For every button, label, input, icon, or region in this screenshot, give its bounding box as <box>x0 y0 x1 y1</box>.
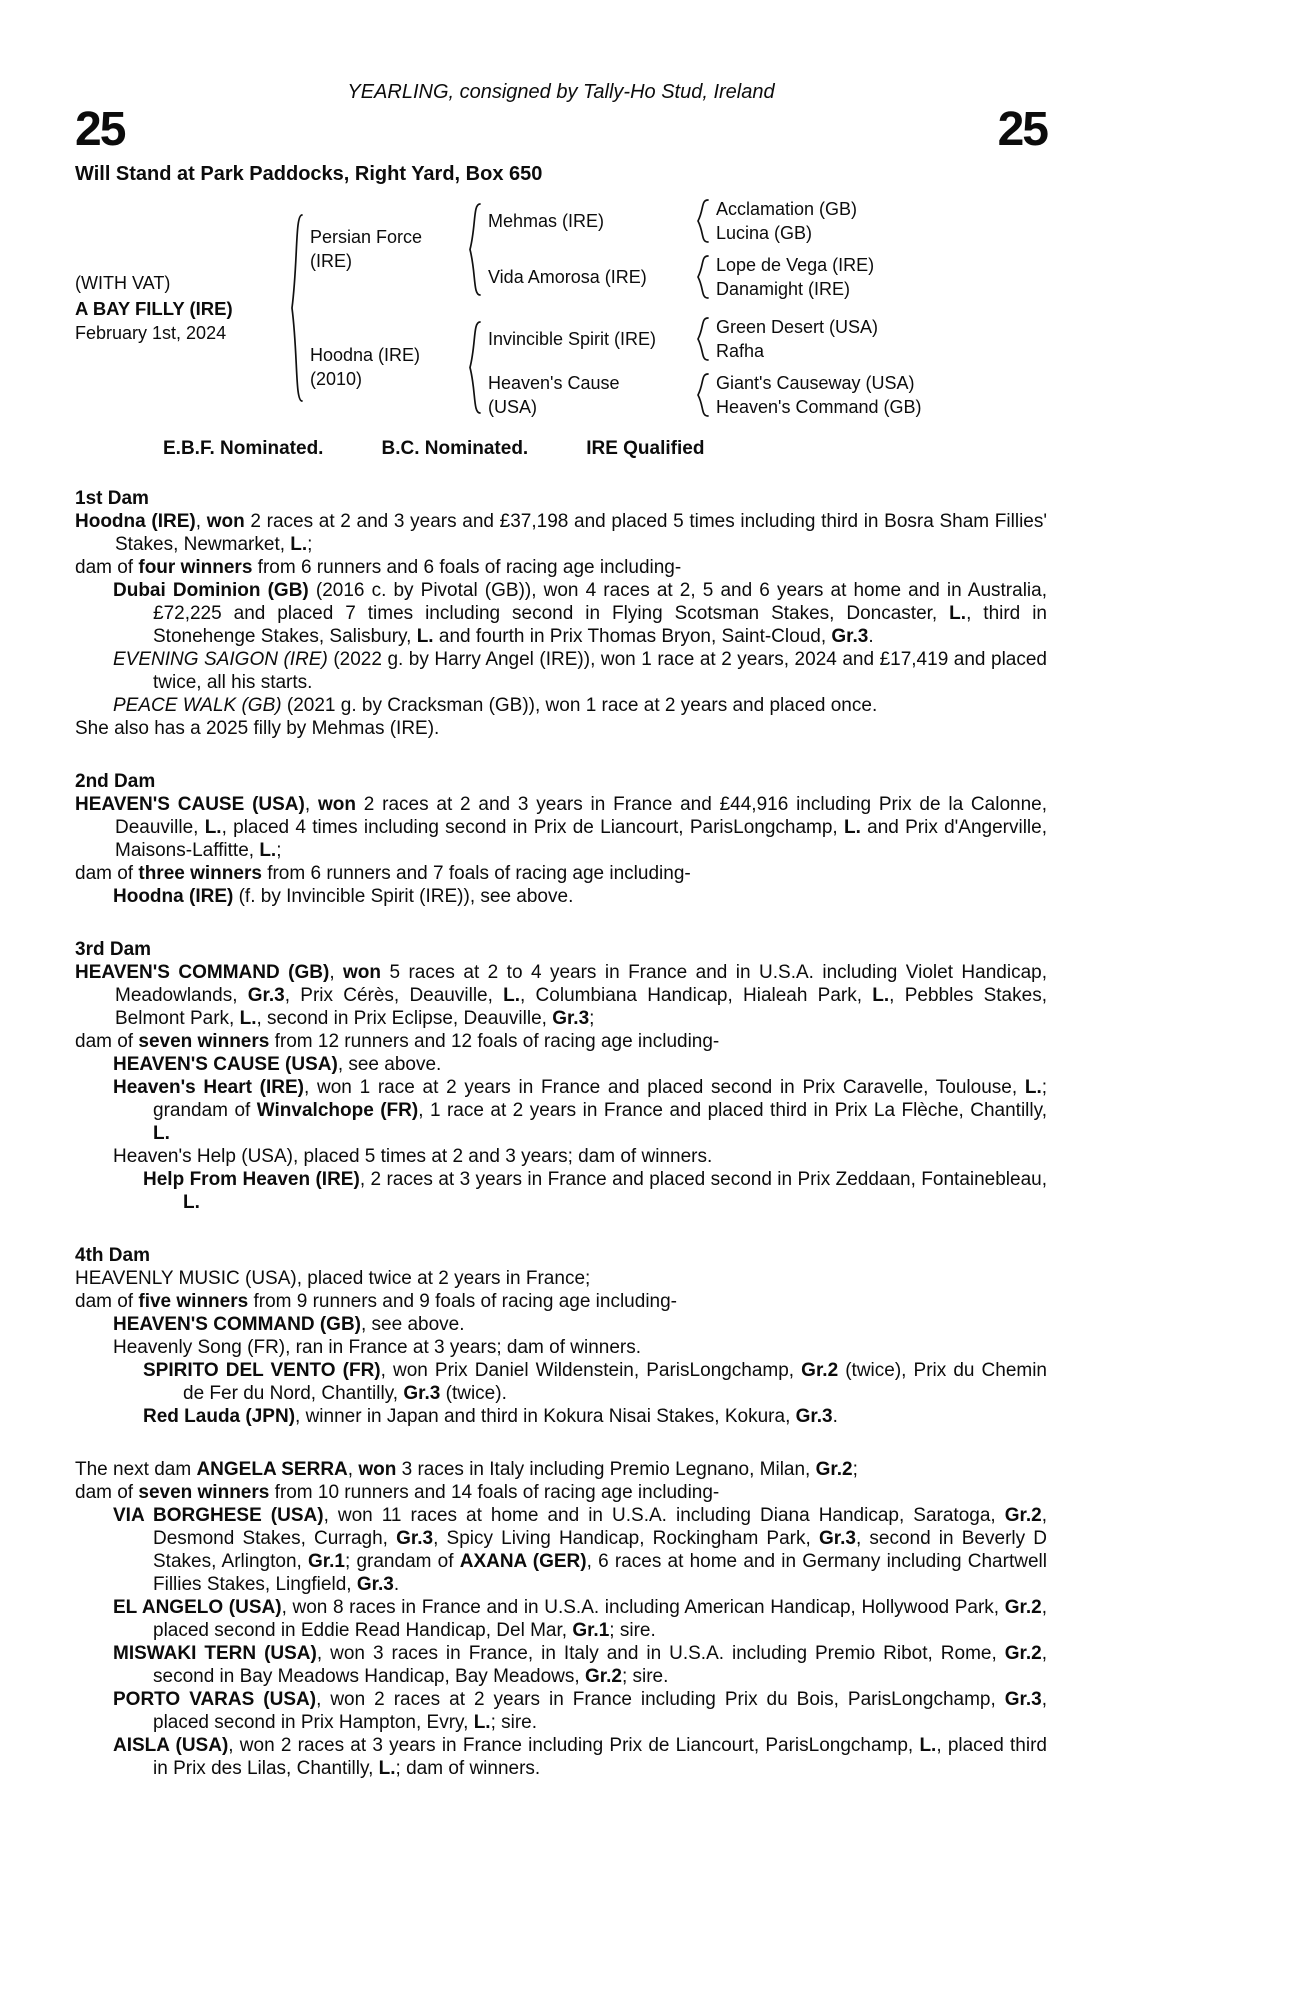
pedigree-paragraph: Help From Heaven (IRE), 2 races at 3 years in France and placed second in Prix Zeddaan, Fontainebleau, L. <box>143 1169 1048 1213</box>
dam-dam-cell: Heaven's Cause (USA) <box>488 373 620 417</box>
pedigree-paragraph: Hoodna (IRE) (f. by Invincible Spirit (IRE)), see above. <box>113 886 574 907</box>
pedigree-paragraph: Heavenly Song (FR), ran in France at 3 years; dam of winners. <box>113 1337 642 1358</box>
sire-dam-cell: Vida Amorosa (IRE) <box>488 267 647 287</box>
dam-group <box>310 315 966 419</box>
sire-cell: Persian Force (IRE) <box>310 227 423 271</box>
pedigree-paragraph: AISLA (USA), won 2 races at 3 years in France including Prix de Liancourt, ParisLongchamp, L., placed third in Prix des Lilas, Chantilly, L.; dam of winners. <box>113 1735 1047 1779</box>
pedigree-paragraph: HEAVEN'S CAUSE (USA), won 2 races at 2 and 3 years in France and £44,916 including Prix de la Calonne, Deauville, L., placed 4 times including second in Prix de Liancourt, ParisLongchamp, L. and Prix d'Angerville, Maisons-Laffitte, L.; <box>75 794 1047 861</box>
pedigree-paragraph: dam of four winners from 6 runners and 6 foals of racing age including- <box>75 557 682 578</box>
sire-sire-dam: Lucina (GB) <box>716 223 813 243</box>
pedigree-brace-icon <box>289 213 304 403</box>
pedigree-brace-icon <box>695 316 710 362</box>
pedigree-subject <box>75 271 287 346</box>
section-heading: 2nd Dam <box>75 771 156 792</box>
pedigree-paragraph: Heaven's Heart (IRE), won 1 race at 2 years in France and placed second in Prix Caravelle, Toulouse, L.; grandam of Winvalchope (FR), 1 race at 2 years in France and placed third in Prix La Flèche, Chantilly, L. <box>113 1077 1048 1144</box>
dam-section <box>75 1244 1047 1428</box>
pedigree-paragraph: VIA BORGHESE (USA), won 11 races at home and in U.S.A. including Diana Handicap, Saratoga, Gr.2, Desmond Stakes, Curragh, Gr.3, Spicy Living Handicap, Rockingham Park, Gr.3, second in Beverly D Stakes, Arlington, Gr.1; grandam of AXANA (GER), 6 races at home and in Germany including Chartwell Fillies Stakes, Lingfield, Gr.3. <box>113 1505 1047 1595</box>
dam-sire-dam: Rafha <box>716 341 765 361</box>
dam-sections <box>75 487 1047 1780</box>
pedigree-paragraph: Heaven's Help (USA), placed 5 times at 2 and 3 years; dam of winners. <box>113 1146 713 1167</box>
pedigree-paragraph: HEAVEN'S CAUSE (USA), see above. <box>113 1054 442 1075</box>
page-content <box>75 0 1047 1780</box>
stand-location-line: Will Stand at Park Paddocks, Right Yard, Box 650 <box>75 163 543 185</box>
lot-number-right: 25 <box>997 103 1047 156</box>
pedigree-paragraph: MISWAKI TERN (USA), won 3 races in France, in Italy and in U.S.A. including Premio Ribot, Rome, Gr.2, second in Bay Meadows Handicap, Bay Meadows, Gr.2; sire. <box>113 1643 1047 1687</box>
sire-group <box>310 197 966 301</box>
subject-horse-name: A BAY FILLY (IRE) <box>75 297 233 319</box>
pedigree-paragraph: dam of three winners from 6 runners and 7 foals of racing age including- <box>75 863 691 884</box>
consignor-line: YEARLING, consigned by Tally-Ho Stud, Ireland <box>347 81 775 103</box>
sire-sire-cell: Mehmas (IRE) <box>488 211 605 231</box>
pedigree-paragraph: Red Lauda (JPN), winner in Japan and third in Kokura Nisai Stakes, Kokura, Gr.3. <box>143 1406 838 1427</box>
pedigree-paragraph: EVENING SAIGON (IRE) (2022 g. by Harry Angel (IRE)), won 1 race at 2 years, 2024 and £17,419 and placed twice, all his starts. <box>113 649 1047 693</box>
pedigree-paragraph: HEAVEN'S COMMAND (GB), won 5 races at 2 to 4 years in France and in U.S.A. including Violet Handicap, Meadowlands, Gr.3, Prix Cérès, Deauville, L., Columbiana Handicap, Hialeah Park, L., Pebbles Stakes, Belmont Park, L., second in Prix Eclipse, Deauville, Gr.3; <box>75 962 1047 1029</box>
dam-section <box>75 770 1047 908</box>
pedigree-brace-icon <box>695 372 710 418</box>
dam-section <box>75 1458 1047 1780</box>
nomination-row <box>75 437 1047 461</box>
pedigree-paragraph: The next dam ANGELA SERRA, won 3 races in Italy including Premio Legnano, Milan, Gr.2; <box>75 1459 858 1480</box>
dam-sire-cell: Invincible Spirit (IRE) <box>488 329 657 349</box>
sire-dam-dam: Danamight (IRE) <box>716 279 851 299</box>
dam-sire-branch <box>488 315 966 363</box>
pedigree-gen1 <box>310 197 966 419</box>
pedigree-paragraph: PEACE WALK (GB) (2021 g. by Cracksman (GB)), won 1 race at 2 years and placed once. <box>113 695 878 716</box>
pedigree-paragraph: EL ANGELO (USA), won 8 races in France and in U.S.A. including American Handicap, Hollywood Park, Gr.2, placed second in Eddie Read Handicap, Del Mar, Gr.1; sire. <box>113 1597 1047 1641</box>
pedigree-paragraph: Hoodna (IRE), won 2 races at 2 and 3 years and £37,198 and placed 5 times including third in Bosra Sham Fillies' Stakes, Newmarket, L.; <box>75 511 1047 555</box>
dam-cell: Hoodna (IRE) (2010) <box>310 345 421 389</box>
dam-section <box>75 938 1047 1214</box>
pedigree-paragraph: HEAVENLY MUSIC (USA), placed twice at 2 years in France; <box>75 1268 591 1289</box>
vat-note: (WITH VAT) <box>75 272 171 293</box>
bc-nominated-label: B.C. Nominated. <box>381 438 529 459</box>
dam-dam-sire: Giant's Causeway (USA) <box>716 373 915 393</box>
ire-qualified-label: IRE Qualified <box>586 438 705 459</box>
sire-dam-branch <box>488 253 966 301</box>
foal-date: February 1st, 2024 <box>75 322 227 343</box>
pedigree-paragraph: Dubai Dominion (GB) (2016 c. by Pivotal (GB)), won 4 races at 2, 5 and 6 years at home and in Australia, £72,225 and placed 7 times including second in Flying Scotsman Stakes, Doncaster, L., third in Stonehenge Stakes, Salisbury, L. and fourth in Prix Thomas Bryon, Saint-Cloud, Gr.3. <box>113 580 1047 647</box>
pedigree-paragraph: She also has a 2025 filly by Mehmas (IRE). <box>75 718 440 739</box>
pedigree-brace-icon <box>695 254 710 300</box>
dam-dam-branch <box>488 371 966 419</box>
pedigree-paragraph: PORTO VARAS (USA), won 2 races at 2 years in France including Prix du Bois, ParisLongchamp, Gr.3, placed second in Prix Hampton, Evry, L.; sire. <box>113 1689 1048 1733</box>
pedigree-brace-icon <box>467 320 482 415</box>
pedigree-paragraph: dam of five winners from 9 runners and 9 foals of racing age including- <box>75 1291 678 1312</box>
lot-number-row <box>75 103 1047 156</box>
pedigree-brace-icon <box>467 202 482 297</box>
section-heading: 4th Dam <box>75 1245 150 1266</box>
lot-number-left: 25 <box>75 103 125 156</box>
dam-section <box>75 487 1047 740</box>
section-heading: 3rd Dam <box>75 939 152 960</box>
pedigree-paragraph: dam of seven winners from 10 runners and 14 foals of racing age including- <box>75 1482 720 1503</box>
section-heading: 1st Dam <box>75 488 149 509</box>
pedigree-paragraph: SPIRITO DEL VENTO (FR), won Prix Daniel Wildenstein, ParisLongchamp, Gr.2 (twice), Prix du Chemin de Fer du Nord, Chantilly, Gr.3 (twice). <box>143 1360 1048 1404</box>
dam-sire-sire: Green Desert (USA) <box>716 317 879 337</box>
sire-dam-sire: Lope de Vega (IRE) <box>716 255 875 275</box>
pedigree-brace-icon <box>695 198 710 244</box>
dam-dam-dam: Heaven's Command (GB) <box>716 397 922 417</box>
ebf-nominated-label: E.B.F. Nominated. <box>163 438 324 459</box>
pedigree-paragraph: HEAVEN'S COMMAND (GB), see above. <box>113 1314 465 1335</box>
sire-sire-sire: Acclamation (GB) <box>716 199 858 219</box>
sire-sire-branch <box>488 197 966 245</box>
pedigree-tree <box>75 197 1047 419</box>
pedigree-paragraph: dam of seven winners from 12 runners and 12 foals of racing age including- <box>75 1031 720 1052</box>
